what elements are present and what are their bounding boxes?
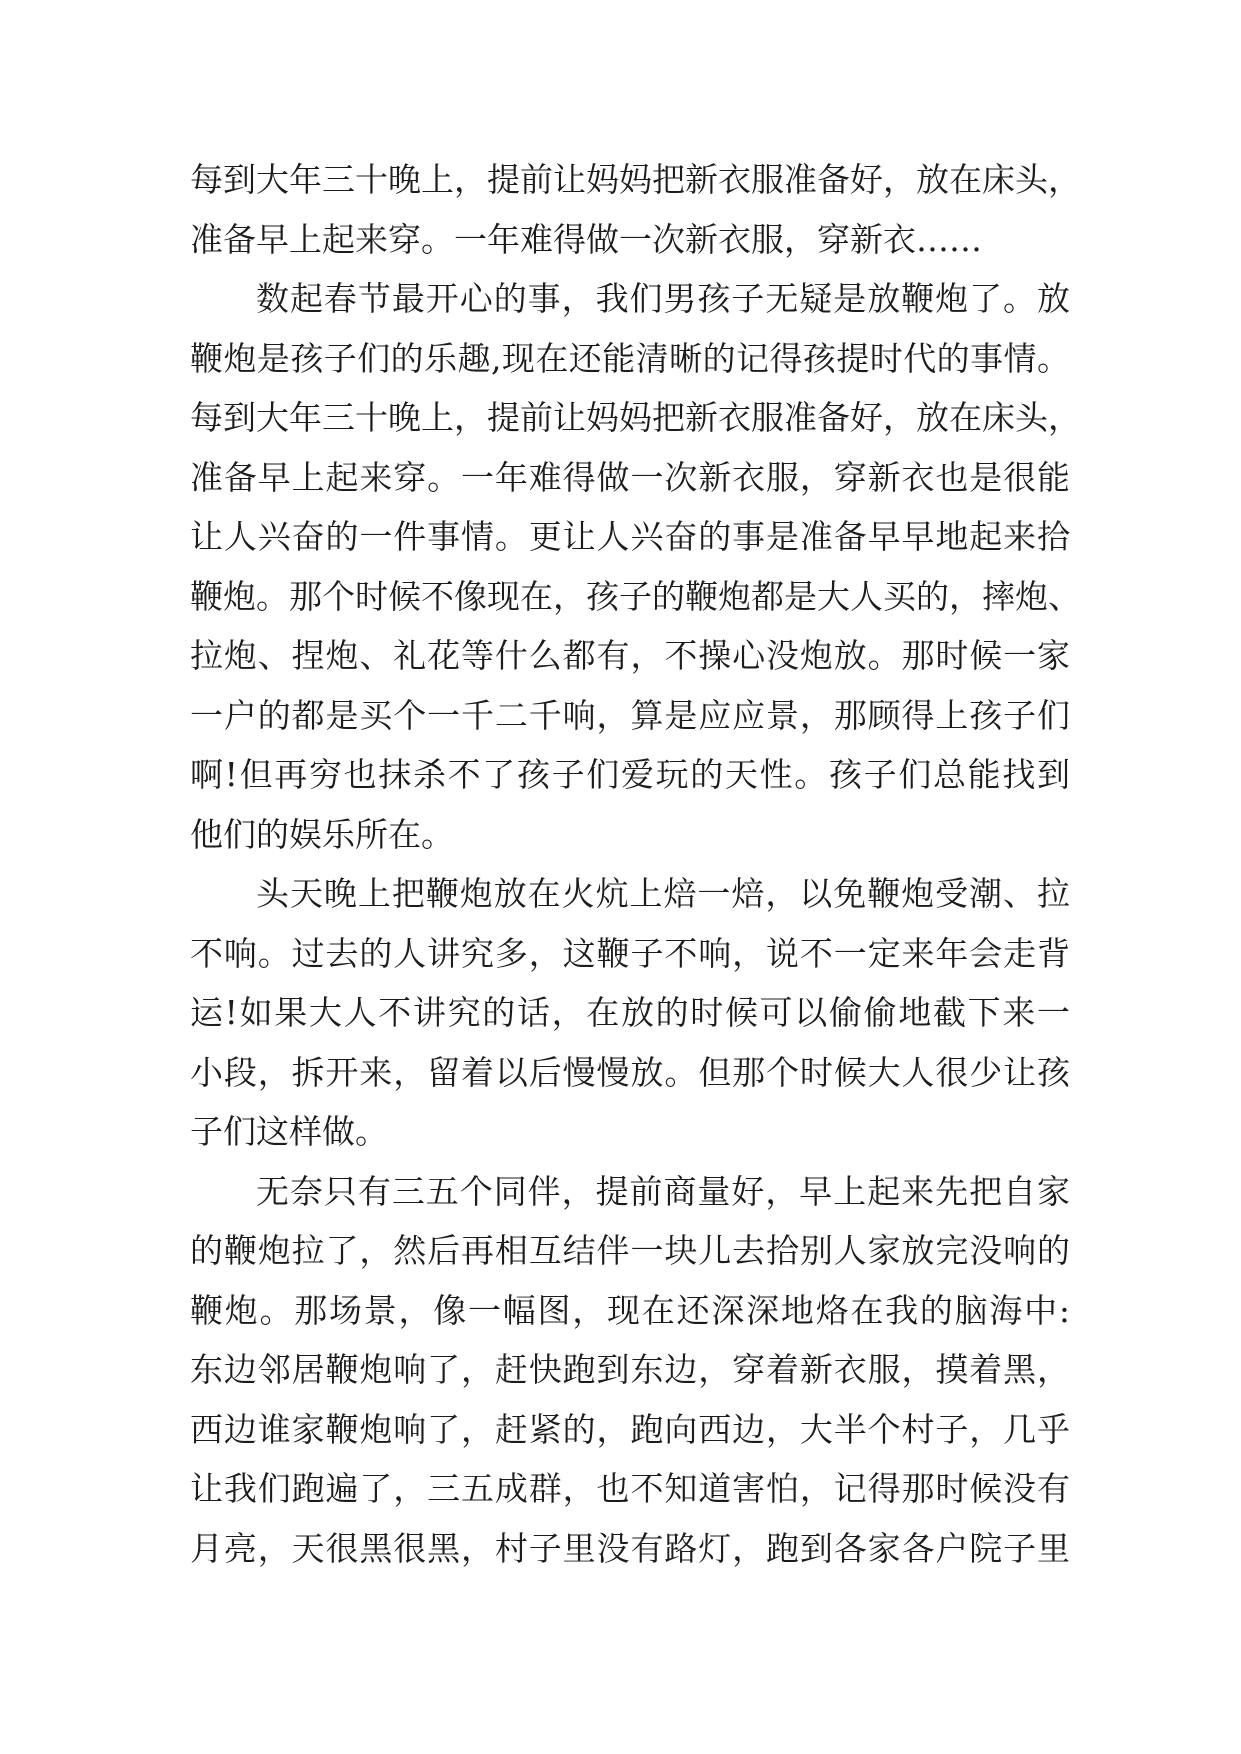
text-line: 准备早上起来穿。一年难得做一次新衣服，穿新衣也是很能	[190, 457, 1070, 497]
text-line: 每到大年三十晚上，提前让妈妈把新衣服准备好，放在床头，	[190, 160, 1081, 199]
text-line: 每到大年三十晚上，提前让妈妈把新衣服准备好，放在床头，	[190, 398, 1081, 437]
text-line: 小段，拆开来，留着以后慢慢放。但那个时候大人很少让孩	[190, 1052, 1070, 1092]
text-line: 子们这样做。	[190, 1112, 388, 1151]
document-body	[190, 150, 1081, 1578]
text-line: 的鞭炮拉了，然后再相互结伴一块儿去拾别人家放完没响的	[190, 1231, 1070, 1270]
text-line: 不响。过去的人讲究多，这鞭子不响，说不一定来年会走背	[190, 933, 1070, 973]
text-line: 他们的娱乐所在。	[190, 814, 454, 854]
text-line: 月亮，天很黑很黑，村子里没有路灯，跑到各家各户院子里	[190, 1528, 1070, 1568]
text-line: 西边谁家鞭炮响了，赶紧的，跑向西边，大半个村子，几乎	[190, 1409, 1070, 1449]
text-line: 数起春节最开心的事，我们男孩子无疑是放鞭炮了。放	[256, 279, 1070, 318]
text-line: 啊!但再穷也抹杀不了孩子们爱玩的天性。孩子们总能找到	[190, 755, 1070, 794]
text-line: 东边邻居鞭炮响了，赶快跑到东边，穿着新衣服，摸着黑，	[190, 1350, 1070, 1389]
text-line: 一户的都是买个一千二千响，算是应应景，那顾得上孩子们	[190, 695, 1070, 735]
text-line: 头天晚上把鞭炮放在火炕上焙一焙，以免鞭炮受潮、拉	[256, 874, 1070, 913]
text-line: 拉炮、捏炮、礼花等什么都有，不操心没炮放。那时候一家	[190, 636, 1070, 675]
text-line: 准备早上起来穿。一年难得做一次新衣服，穿新衣……	[190, 219, 982, 259]
text-line: 鞭炮。那个时候不像现在，孩子的鞭炮都是大人买的，摔炮、	[190, 576, 1081, 616]
text-line: 运!如果大人不讲究的话，在放的时候可以偷偷地截下来一	[190, 993, 1070, 1032]
text-line: 鞭炮。那场景，像一幅图，现在还深深地烙在我的脑海中:	[190, 1290, 1070, 1330]
text-line: 鞭炮是孩子们的乐趣,现在还能清晰的记得孩提时代的事情。	[190, 338, 1070, 378]
text-line: 无奈只有三五个同伴，提前商量好，早上起来先把自家	[256, 1171, 1070, 1211]
text-line: 让我们跑遍了，三五成群，也不知道害怕，记得那时候没有	[190, 1469, 1070, 1508]
text-line: 让人兴奋的一件事情。更让人兴奋的事是准备早早地起来拾	[190, 517, 1070, 556]
